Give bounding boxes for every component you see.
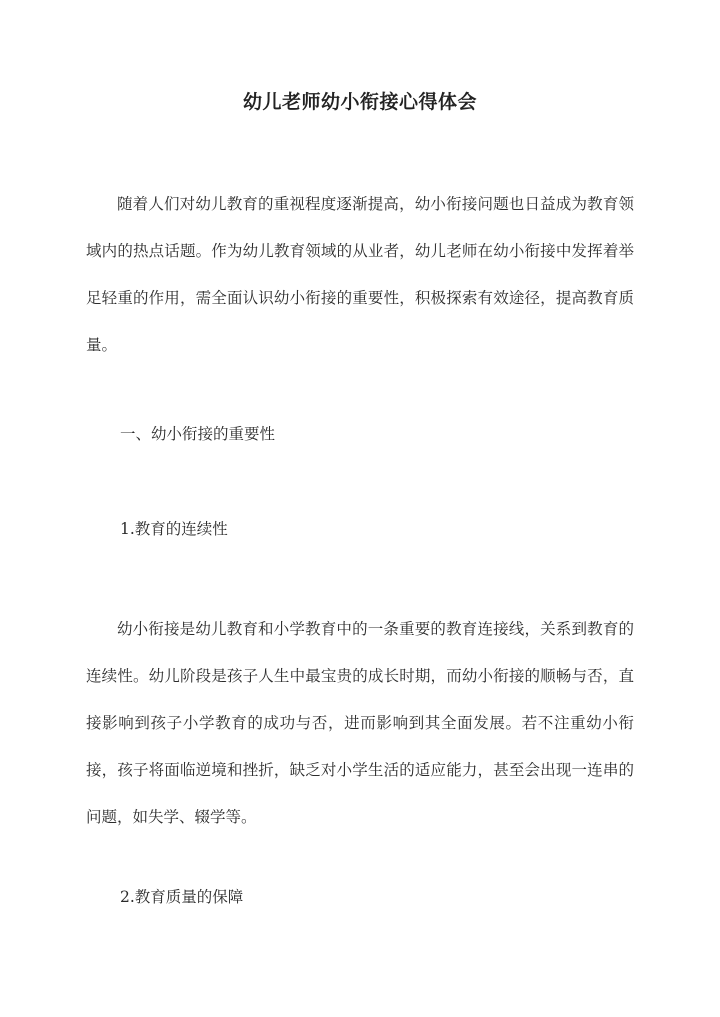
continuity-paragraph: 幼小衔接是幼儿教育和小学教育中的一条重要的教育连接线，关系到教育的连续性。幼儿阶段是孩子人生中最宝贵的成长时期，而幼小衔接的顺畅与否，直接影响到孩子小学教育的成功与否，进而影响到其全面发展。若不注重幼小衔接，孩子将面临逆境和挫折，缺乏对小学生活的适应能力，甚至会出现一连串的问题，如失学、辍学等。 (86, 620, 634, 826)
subsection-heading-quality: 2.教育质量的保障 (120, 888, 244, 906)
document-title: 幼儿老师幼小衔接心得体会 (242, 91, 477, 113)
section-heading-importance: 一、幼小衔接的重要性 (120, 425, 276, 443)
intro-paragraph: 随着人们对幼儿教育的重视程度逐渐提高，幼小衔接问题也日益成为教育领域内的热点话题。作为幼儿教育领域的从业者，幼儿老师在幼小衔接中发挥着举足轻重的作用，需全面认识幼小衔接的重要性，积极探索有效途径，提高教育质量。 (86, 195, 634, 354)
subsection-heading-continuity: 1.教育的连续性 (120, 520, 228, 538)
